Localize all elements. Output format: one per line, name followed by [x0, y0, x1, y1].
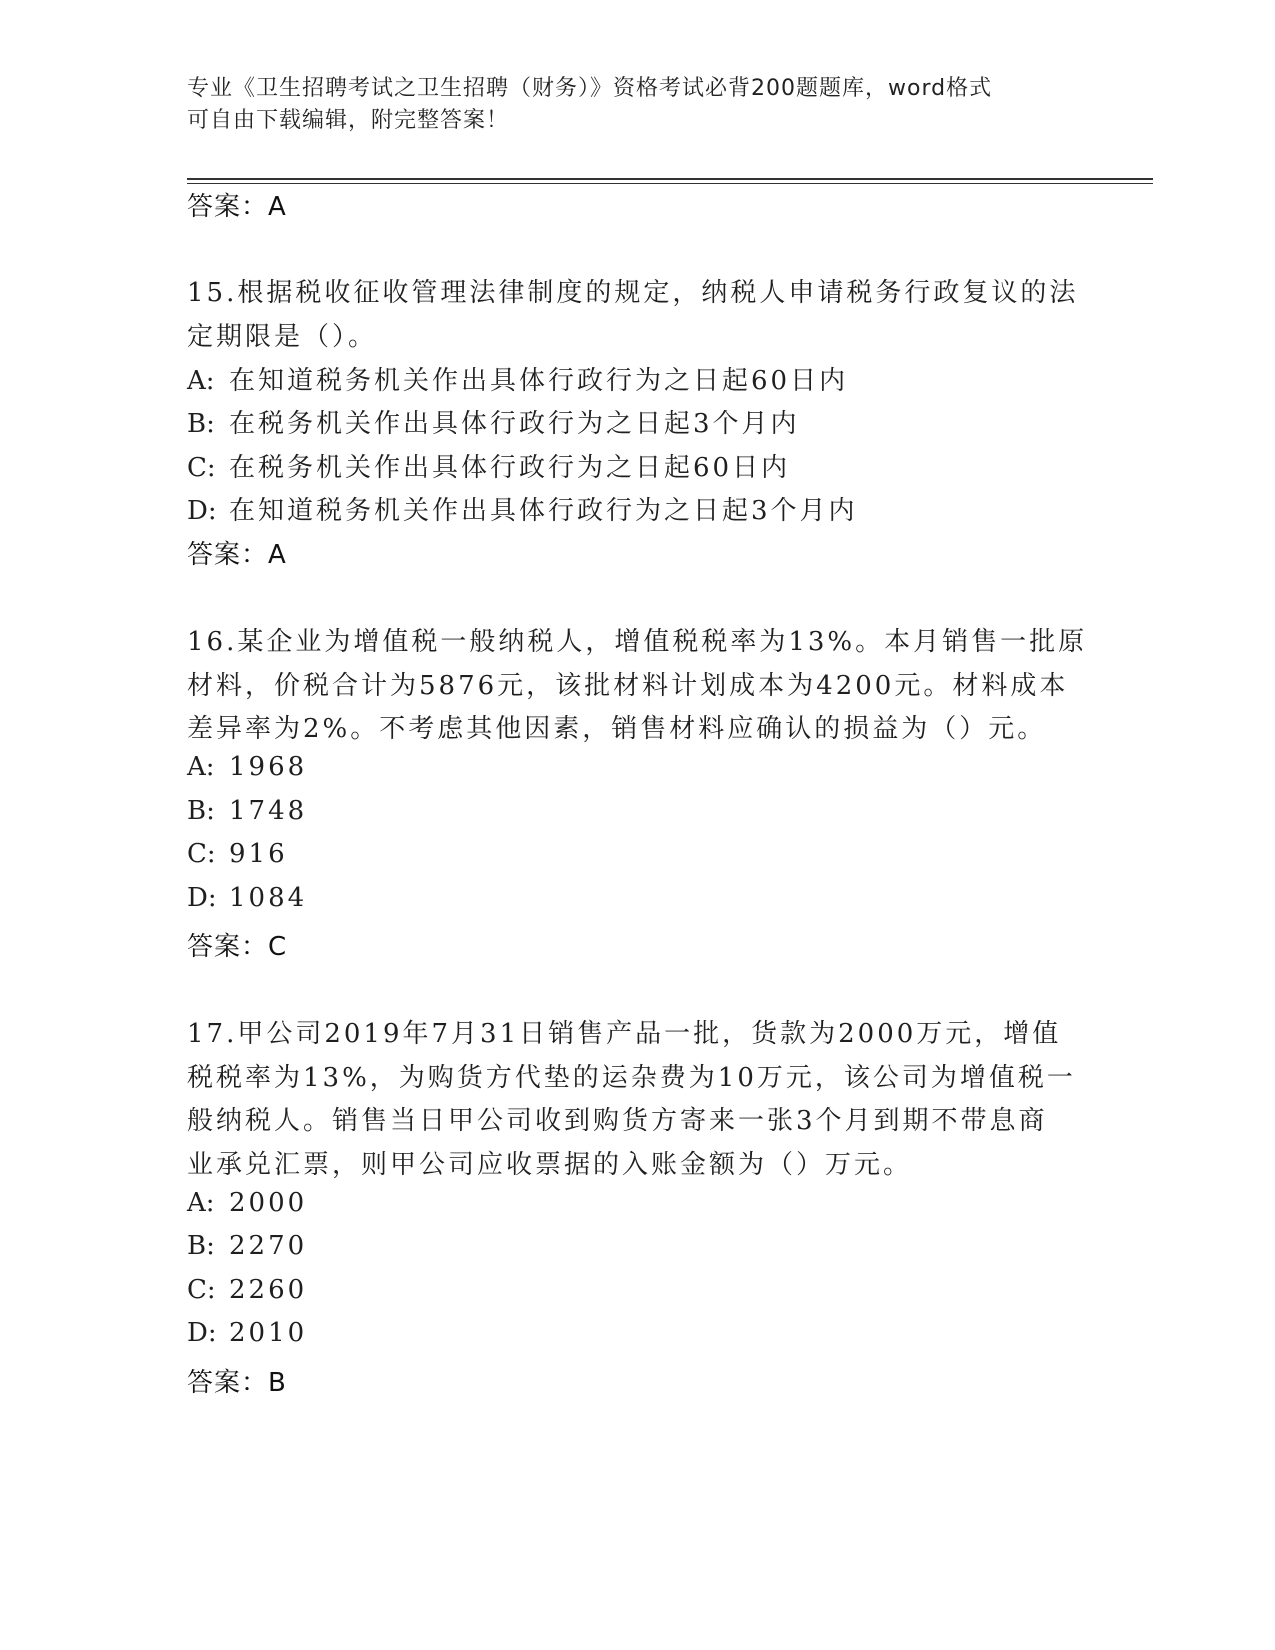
option-text: 1748	[229, 796, 308, 826]
option-letter: A:	[187, 366, 215, 396]
question-15-stem-line-2: 定期限是（）。	[187, 322, 378, 352]
question-16-stem-line-1: 16.某企业为增值税一般纳税人，增值税税率为13%。本月销售一批原	[187, 627, 1088, 657]
answer-q14	[187, 186, 287, 223]
option-text: 2260	[229, 1275, 308, 1305]
answer-value: B	[268, 1368, 287, 1398]
option-text: 916	[229, 839, 288, 869]
question-17-option-c	[187, 1275, 307, 1305]
question-15-stem-line-1: 15.根据税收征收管理法律制度的规定，纳税人申请税务行政复议的法	[187, 278, 1079, 308]
option-letter: A:	[187, 752, 215, 782]
question-17-stem-line-3: 般纳税人。销售当日甲公司收到购货方寄来一张3个月到期不带息商	[187, 1106, 1048, 1136]
answer-q16	[187, 926, 287, 963]
question-16-option-b	[187, 796, 307, 826]
option-letter: B:	[187, 1231, 215, 1261]
option-letter: B:	[187, 409, 215, 439]
option-letter: D:	[187, 883, 217, 913]
answer-label: 答案：	[187, 1368, 269, 1398]
option-text: 在税务机关作出具体行政行为之日起60日内	[229, 453, 791, 483]
question-17-stem-line-4: 业承兑汇票，则甲公司应收票据的入账金额为（）万元。	[187, 1150, 913, 1180]
question-15-option-d	[187, 490, 858, 527]
question-15-option-b	[187, 403, 800, 440]
option-letter: D:	[187, 1318, 217, 1348]
question-17-option-a	[187, 1188, 307, 1218]
option-letter: A:	[187, 1188, 215, 1218]
question-16-option-d	[187, 883, 307, 913]
answer-q15	[187, 534, 287, 571]
answer-value: A	[268, 540, 287, 570]
document-header	[187, 73, 1067, 137]
option-letter: C:	[187, 839, 216, 869]
option-text: 在知道税务机关作出具体行政行为之日起60日内	[229, 366, 849, 396]
answer-q17	[187, 1362, 287, 1399]
option-letter: B:	[187, 796, 215, 826]
option-letter: C:	[187, 1275, 216, 1305]
question-17-option-d	[187, 1318, 307, 1348]
question-15-option-c	[187, 447, 790, 484]
option-text: 1084	[229, 883, 308, 913]
question-16-option-a	[187, 752, 307, 782]
answer-label: 答案：	[187, 192, 269, 222]
option-text: 在知道税务机关作出具体行政行为之日起3个月内	[229, 496, 858, 526]
option-letter: C:	[187, 453, 216, 483]
answer-label: 答案：	[187, 540, 269, 570]
question-16-option-c	[187, 839, 288, 869]
answer-value: C	[268, 932, 288, 962]
question-17-option-b	[187, 1231, 307, 1261]
header-line-1: 专业《卫生招聘考试之卫生招聘（财务）》资格考试必背200题题库，word格式	[187, 76, 993, 101]
option-letter: D:	[187, 496, 217, 526]
option-text: 2010	[229, 1318, 308, 1348]
question-16-stem-line-2: 材料，价税合计为5876元，该批材料计划成本为4200元。材料成本	[187, 671, 1069, 701]
header-divider	[187, 178, 1153, 184]
option-text: 在税务机关作出具体行政行为之日起3个月内	[229, 409, 800, 439]
answer-value: A	[268, 192, 287, 222]
option-text: 2270	[229, 1231, 308, 1261]
option-text: 2000	[229, 1188, 308, 1218]
header-line-2: 可自由下载编辑，附完整答案！	[187, 108, 510, 133]
question-15-option-a	[187, 360, 848, 397]
answer-label: 答案：	[187, 932, 269, 962]
option-text: 1968	[229, 752, 308, 782]
question-16-stem-line-3: 差异率为2%。不考虑其他因素，销售材料应确认的损益为（）元。	[187, 714, 1047, 744]
question-17-stem-line-1: 17.甲公司2019年7月31日销售产品一批，货款为2000万元，增值	[187, 1019, 1062, 1049]
question-17-stem-line-2: 税税率为13%，为购货方代垫的运杂费为10万元，该公司为增值税一	[187, 1063, 1076, 1093]
